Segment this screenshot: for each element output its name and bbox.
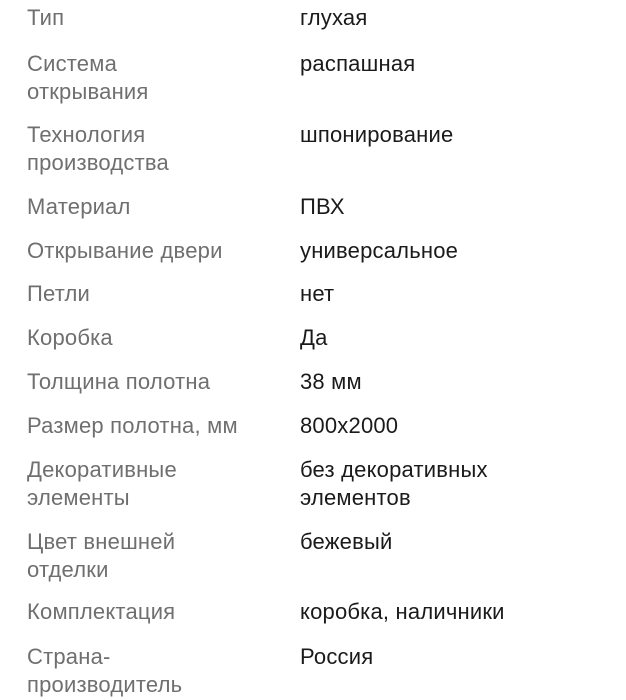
spec-label-line: Коробка bbox=[27, 325, 113, 350]
spec-label-line: Тип bbox=[27, 5, 65, 30]
spec-value bbox=[300, 237, 610, 265]
spec-label-line: Размер полотна, мм bbox=[27, 413, 238, 438]
spec-label bbox=[27, 4, 277, 32]
spec-label-line: производства bbox=[27, 150, 169, 175]
spec-value bbox=[300, 4, 610, 32]
spec-value-line: глухая bbox=[300, 5, 368, 30]
spec-value bbox=[300, 193, 610, 221]
spec-label bbox=[27, 528, 277, 584]
spec-label-line: открывания bbox=[27, 79, 149, 104]
spec-label-line: Петли bbox=[27, 281, 91, 306]
spec-value bbox=[300, 280, 610, 308]
spec-value-line: ПВХ bbox=[300, 194, 345, 219]
spec-value-line: универсальное bbox=[300, 238, 459, 263]
spec-value-line: коробка, наличники bbox=[300, 599, 505, 624]
spec-value-line: нет bbox=[300, 281, 335, 306]
spec-label-line: отделки bbox=[27, 557, 109, 582]
spec-label bbox=[27, 50, 277, 106]
spec-value-line: Да bbox=[300, 325, 328, 350]
spec-value-line: Россия bbox=[300, 644, 374, 669]
spec-label-line: Материал bbox=[27, 194, 131, 219]
spec-label-line: производитель bbox=[27, 672, 183, 697]
spec-label bbox=[27, 368, 277, 396]
spec-label bbox=[27, 324, 277, 352]
spec-label bbox=[27, 237, 277, 265]
spec-value bbox=[300, 50, 610, 78]
spec-value bbox=[300, 368, 610, 396]
spec-value bbox=[300, 324, 610, 352]
spec-value-line: элементов bbox=[300, 485, 411, 510]
spec-value bbox=[300, 121, 610, 149]
spec-value-line: распашная bbox=[300, 51, 416, 76]
spec-label bbox=[27, 121, 277, 177]
spec-value bbox=[300, 412, 610, 440]
spec-value bbox=[300, 528, 610, 556]
spec-value-line: шпонирование bbox=[300, 122, 454, 147]
spec-label-line: Технология bbox=[27, 122, 146, 147]
spec-value-line: 800x2000 bbox=[300, 413, 399, 438]
spec-value-line: без декоративных bbox=[300, 457, 488, 482]
spec-label bbox=[27, 280, 277, 308]
spec-label-line: Цвет внешней bbox=[27, 529, 176, 554]
spec-label-line: Система bbox=[27, 51, 118, 76]
spec-label bbox=[27, 456, 277, 512]
spec-label-line: Страна- bbox=[27, 644, 111, 669]
spec-value-line: 38 мм bbox=[300, 369, 362, 394]
spec-label-line: элементы bbox=[27, 485, 130, 510]
spec-label bbox=[27, 193, 277, 221]
spec-value bbox=[300, 643, 610, 671]
spec-label-line: Декоративные bbox=[27, 457, 177, 482]
spec-label bbox=[27, 598, 277, 626]
spec-label-line: Комплектация bbox=[27, 599, 176, 624]
spec-value bbox=[300, 598, 610, 626]
spec-label bbox=[27, 643, 277, 699]
spec-value bbox=[300, 456, 610, 512]
spec-value-line: бежевый bbox=[300, 529, 393, 554]
spec-label-line: Открывание двери bbox=[27, 238, 223, 263]
spec-label-line: Толщина полотна bbox=[27, 369, 211, 394]
spec-label bbox=[27, 412, 277, 440]
